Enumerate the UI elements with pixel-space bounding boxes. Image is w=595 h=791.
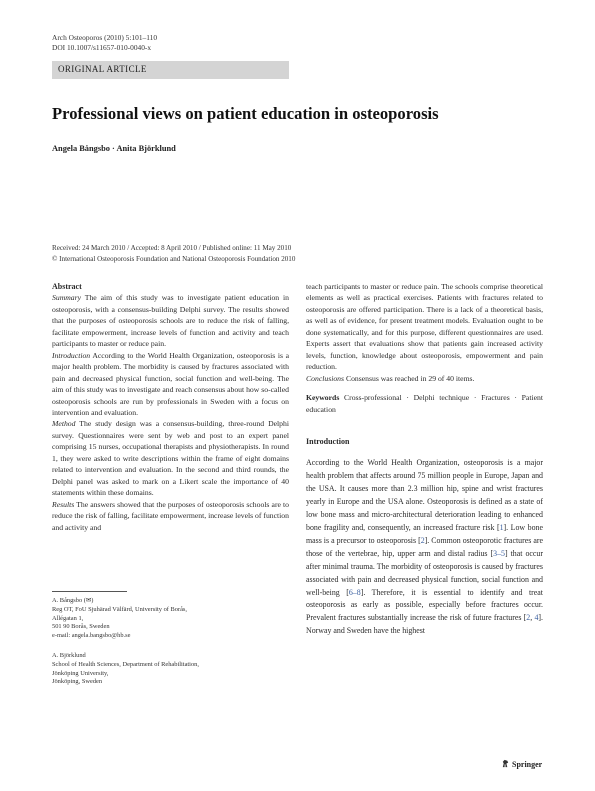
section-banner: [52, 61, 289, 79]
citation-link[interactable]: 1: [499, 522, 504, 532]
method-label: Method: [52, 419, 76, 429]
footnote-divider: [52, 591, 127, 592]
author2-name: A. Björklund: [52, 652, 86, 659]
abstract-heading: Abstract: [52, 282, 82, 291]
springer-horse-icon: [501, 759, 510, 768]
left-column: [52, 281, 289, 533]
abstract-results-continued: teach participants to master or reduce pain. The schools comprise theoretical elements as well as practical exercises. Patients with fractures related to osteoporosis are offered participation. There is a lack of a theoretical basis, as well as of evidence, for present treatment models. Evaluation ought to be done systematically, and for this purpose, different questionnaires are used. Experts assert that evaluations show that patients gain increased activity levels, function, knowledge about osteoporosis, empowerment and pain reduction.: [306, 282, 543, 372]
results-text: The answers showed that the purposes of osteoporosis schools are to reduce the risk of falling, facilitate empowerment, increase levels of function and activity and: [52, 499, 290, 532]
keywords: [306, 392, 543, 415]
citation-link[interactable]: 3–5: [493, 548, 505, 558]
citation-link[interactable]: 6–8: [348, 587, 361, 597]
conclusions-label: Conclusions: [306, 373, 345, 383]
keywords-label: Keywords: [306, 393, 340, 403]
citation-link[interactable]: 2: [526, 613, 531, 623]
author-list: Angela Bångsbo · Anita Björklund: [52, 144, 176, 153]
abstract-summary: [52, 292, 289, 349]
author2-university: Jönköping University,: [52, 669, 109, 677]
publisher-logo: [501, 759, 542, 769]
author2-affiliation: [52, 652, 199, 687]
author1-dept: Reg OT, FoU Sjuhärad Välfärd, University of Borås,: [52, 605, 188, 613]
right-column: [306, 281, 543, 638]
author2-dept: School of Health Sciences, Department of Rehabilitation,: [52, 660, 199, 668]
conclusions-text: Consensus was reached in 29 of 40 items.: [345, 373, 475, 383]
method-text: The study design was a consensus-building, three-round Delphi survey. Questionnaires were sent by web and post to an expert panel comprising 15 nurses, occupational therapists and physiotherapists. In round 1, they were asked to write descriptions within the frame of eight domains related to intervention and evaluation. In the second and third rounds, the Delphi panel was asked to mark on a Likert scale the importance of 40 statements within these domains.: [52, 419, 289, 498]
copyright-line: © International Osteoporosis Foundation and National Osteoporosis Foundation 2010: [52, 254, 296, 263]
article-title: Professional views on patient education in osteoporosis: [52, 104, 439, 123]
introduction-label: Introduction: [52, 350, 91, 360]
intro-text-c: ]. Common osteoporotic fractures are those of the vertebrae, hip, upper arm and distal radius [: [306, 535, 543, 558]
keywords-text: Cross-professional · Delphi technique · Fractures · Patient education: [306, 393, 543, 414]
author1-city: 501 90 Borås, Sweden: [52, 623, 110, 631]
abstract-introduction: [52, 350, 289, 419]
intro-text-a: According to the World Health Organization, osteoporosis is a major health problem that affects around 75 million people in Europe, Japan and the USA. It causes more than 2.3 million hip, spine and wrist fractures yearly in Europe and the USA alone. Osteoporosis is defined as a state of low bone mass and micro-architectural deterioration leading to enhanced bone fragility and, consequently, an increased fracture risk [: [306, 458, 543, 532]
results-label: Results: [52, 499, 75, 509]
summary-text: The aim of this study was to investigate patient education in osteoporosis, with a consensus-building Delphi survey. The results showed that the purposes of osteoporosis schools are to reduce the risk of falling, facilitate empowerment, increase levels of function and activity and teach participants to master or reduce pain.: [52, 293, 289, 349]
author2-city: Jönköping, Sweden: [52, 678, 103, 686]
intro-text-f: ,: [530, 613, 535, 623]
intro-text-g: ]. Norway and Sweden have the highest: [306, 613, 543, 636]
citation-link[interactable]: 2: [420, 535, 425, 545]
summary-label: Summary: [52, 293, 82, 303]
citation-link[interactable]: 4: [534, 613, 539, 623]
introduction-text: According to the World Health Organization, osteoporosis is a major health problem. The morbidity is caused by fractures associated with pain and decreased physical function, social function and well-being. The aim of this study was to investigate and reach consensus about how so-called osteoporosis schools are run by professionals in Sweden with a focus on intervention and evaluation.: [52, 350, 289, 417]
journal-citation: Arch Osteoporos (2010) 5:101–110: [52, 33, 158, 42]
publication-history: [52, 243, 295, 264]
author1-affiliation: [52, 597, 187, 641]
author1-email[interactable]: e-mail: angela.bangsbo@hb.se: [52, 632, 131, 640]
dates-line: Received: 24 March 2010 / Accepted: 8 April 2010 / Published online: 11 May 2010: [52, 244, 292, 252]
introduction-heading: Introduction: [306, 436, 350, 446]
abstract-results: [52, 499, 289, 533]
intro-text-d: ] that occur after minimal trauma. The morbidity of osteoporosis is caused by fractures associated with pain and decreased physical function, social function and well-being [: [306, 548, 543, 597]
abstract-method: [52, 418, 289, 498]
intro-text-b: ]. Low bone mass is a precursor to osteoporosis [: [306, 522, 543, 545]
abstract-conclusions: [306, 373, 543, 384]
section-label: ORIGINAL ARTICLE: [58, 64, 147, 74]
publisher-name: Springer: [512, 760, 543, 769]
journal-header: [52, 33, 157, 53]
doi[interactable]: DOI 10.1007/s11657-010-0040-x: [52, 43, 152, 52]
intro-text-e: ]. Therefore, it is essential to identify and treat osteoporosis as early as possible, especially before fractures occur. Prevalent fractures substantially increase the risk of future fractures [: [306, 587, 543, 623]
author1-name: A. Bångsbo (✉): [52, 597, 94, 604]
author1-street: Allégatan 1,: [52, 614, 84, 622]
introduction-paragraph: [306, 457, 543, 638]
